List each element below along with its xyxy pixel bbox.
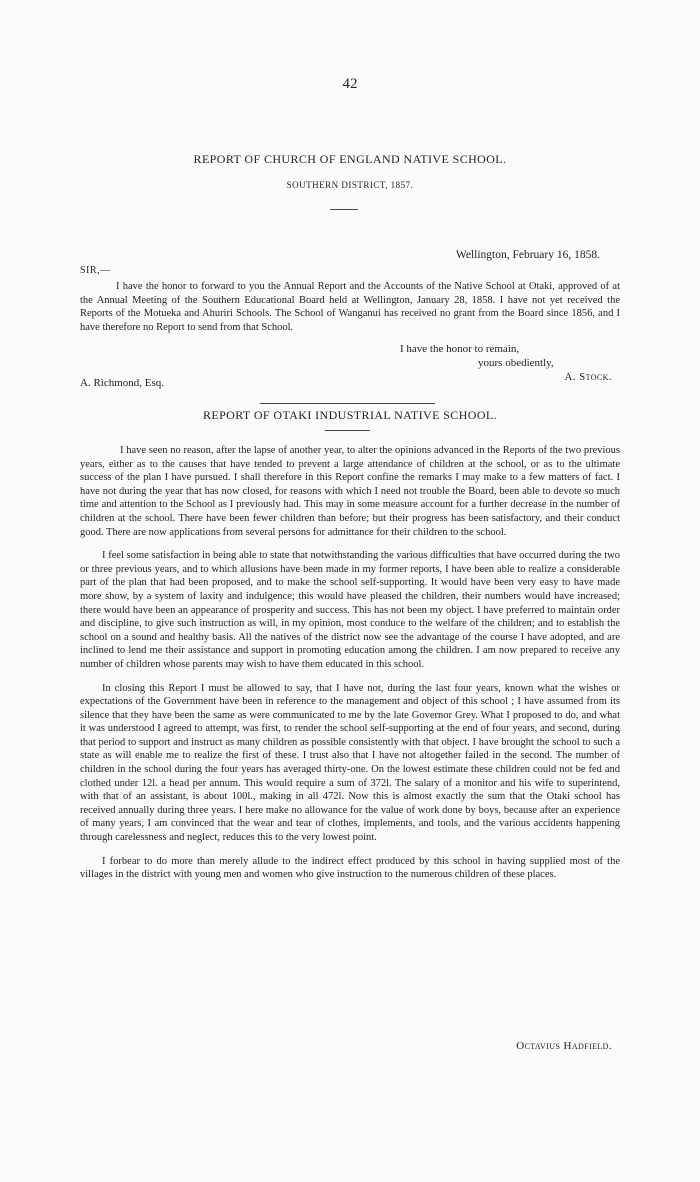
report-paragraph: I have seen no reason, after the lapse of another year, to alter the opinions advanced in the Reports of the two previous years, either as to the causes that have tended to prevent a large attendance of children at the school, or as to the ultimate success of the plan I have pursued. I shall therefore in this Report confine the remarks I may make to a few matters of fact. I have not during the year that has now closed, for reasons with which I need not trouble the Board, been able to devote so much time and attention to the School as I previously had. This may in some measure account for a further decrease in the number of children at the school. There have been fewer children than before; but their progress has been satisfactory, and their conduct good. There are now applications from several persons for admittance for their children to the school. [80,445,620,538]
letter-closing-line1: I have the honor to remain, [400,343,520,355]
report-paragraph: I feel some satisfaction in being able to state that notwithstanding the various difficulties that have occurred during the two or three previous years, and to which allusions have been made in my former reports, I have been able to realize a considerable part of the plan that had been proposed, and to make the school self-supporting. It would have been very easy to have made more show, by a system of laxity and indulgence; this would have pleased the children, their numbers would have increased; there would have been an appearance of prosperity and success. This has not been my object. I have preferred to maintain order and discipline, to give such instruction as will, in my opinion, most conduce to the welfare of the children; and to establish the school on a sound and healthy basis. All the natives of the district now see the advantage of the course I have adopted, and are inclined to lend me their assistance and support in promoting education among the children. I am now prepared to receive any number of children whose parents may wish to have them educated in this school. [80,550,620,670]
letter-closing-line2: yours obediently, [478,357,554,369]
report-signature: Octavius Hadfield. [516,1040,612,1052]
divider-short [330,209,358,210]
report-subtitle-district: SOUTHERN DISTRICT, 1857. [286,180,414,190]
report-paragraph: I forbear to do more than merely allude to the indirect effect produced by this school in having supplied most of the villages in the district with young men and women who give instruction to the numerous children of these places. [80,855,620,881]
report-paragraph: In closing this Report I must be allowed to say, that I have not, during the last four years, known what the wishes or expectations of the Government have been in reference to the management and object of this school ; I have assumed from its silence that they have been the same as were communicated to me by the late Governor Grey. What I proposed to do, and what it was understood I agreed to attempt, was first, to render the school self-supporting at the end of four years, and second, during that period to support and instruct as many children as possible consistently with that object. I have brought the school to such a state as will enable me to realize the first of these. I trust also that I have not altogether failed in the second. The number of children in the school during the four years has averaged thirty-one. On the lowest estimate these children could not be fed and clothed under 12l. a head per annum. This would require a sum of 372l. The salary of a monitor and his wife to superintend, with that of an assistant, is about 100l., making in all 472l. Now this is almost exactly the sum that the Otaki school has received annually during three years. I here make no allowance for the value of work done by boys, because after an experience of many years, I am convinced that the wear and tear of clothes, implements, and tools, and the various accidents happening through carelessness and neglect, reduces this to the very lowest point. [80,682,620,844]
divider-long [260,403,435,404]
report-title-otaki-school: REPORT OF OTAKI INDUSTRIAL NATIVE SCHOOL. [202,408,498,422]
letter-body: I have the honor to forward to you the Annual Report and the Accounts of the Native School at Otaki, approved of at the Annual Meeting of the Southern Educational Board held at Wellington, January 28, 1858. I have not yet received the Reports of the Motueka and Ahuriri Schools. The School of Wanganui has received no grant from the Board since 1856, and I have therefore no Report to send from that School. [80,281,620,333]
report-body [80,444,620,892]
letter-signature: A. Stock. [564,371,612,383]
page-number: 42 [342,76,358,92]
report-title-church-school: REPORT OF CHURCH OF ENGLAND NATIVE SCHOOL. [193,152,507,166]
letter-salutation: SIR,— [80,265,111,276]
letter-addressee: A. Richmond, Esq. [80,377,165,389]
divider-short-2 [325,430,370,431]
letter-dateline: Wellington, February 16, 1858. [455,249,600,261]
